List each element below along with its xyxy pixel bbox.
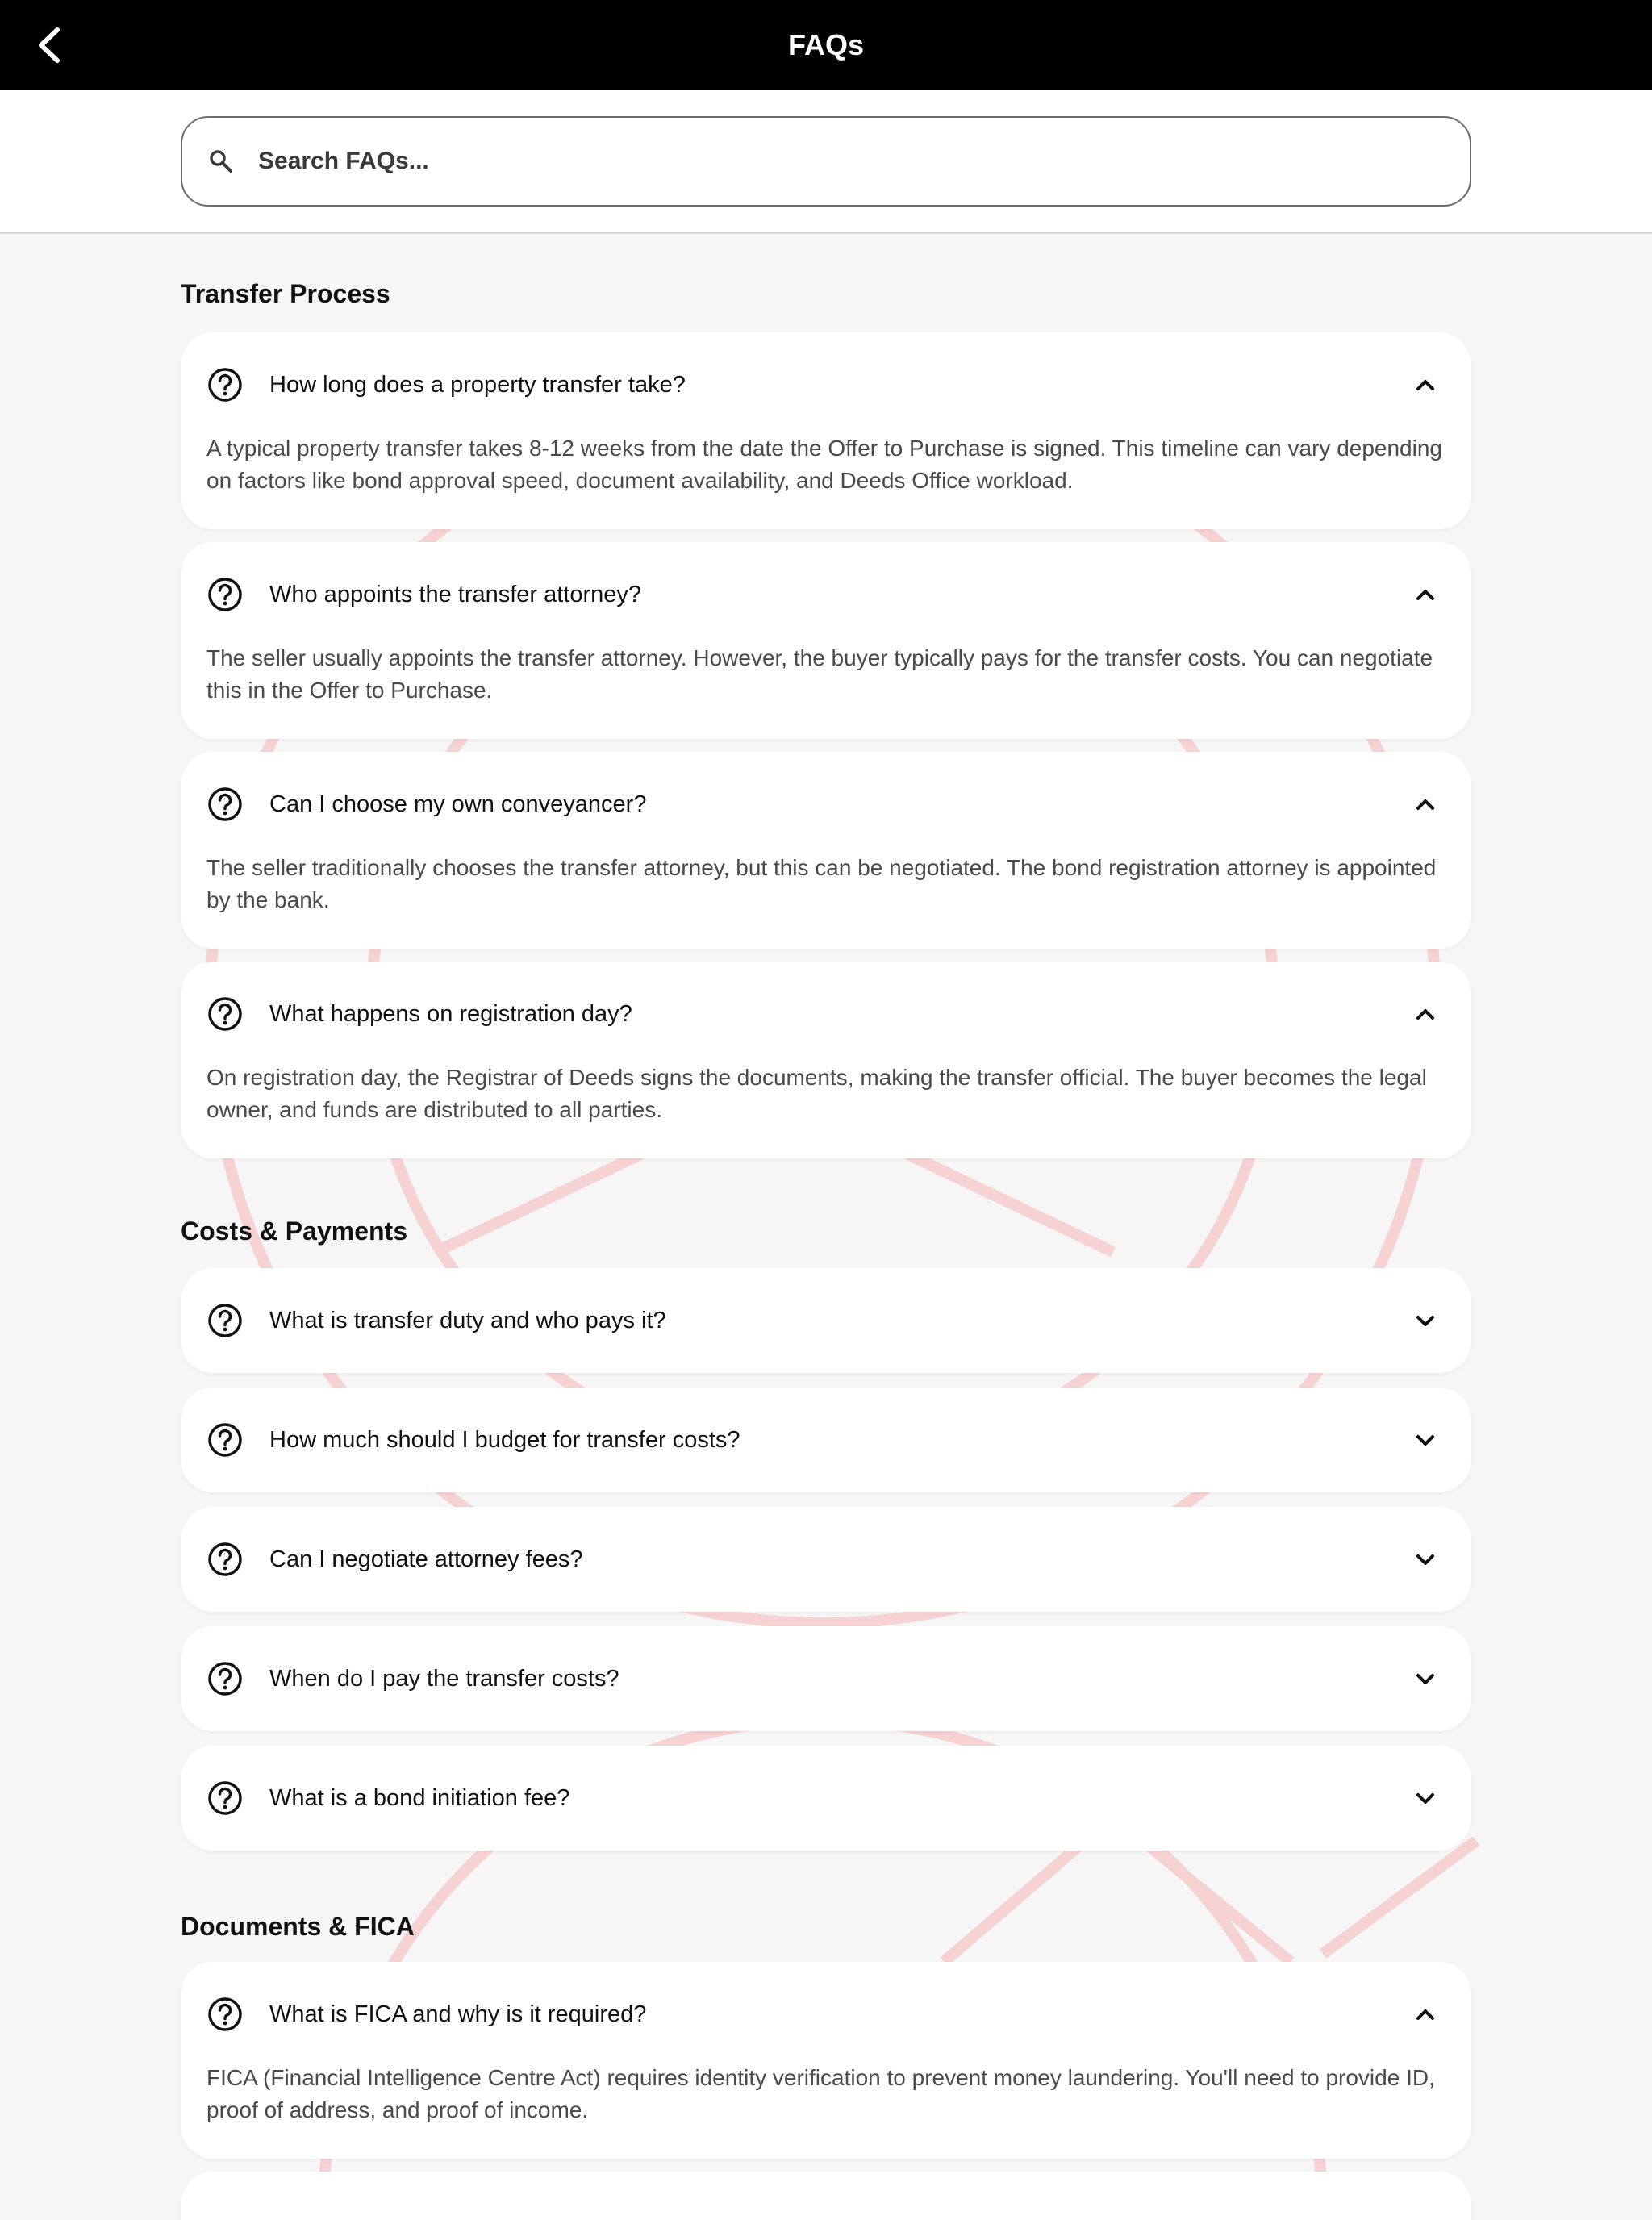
help-circle-icon xyxy=(206,1421,244,1458)
faq-answer: A typical property transfer takes 8-12 weeks from the date the Offer to Purchase is signed. This timeline can vary depending on factors like bond approval speed, document availability, and Deeds Office workload. xyxy=(206,436,1442,493)
chevron-up-icon xyxy=(1412,371,1439,399)
search-box[interactable] xyxy=(181,116,1471,207)
section-title-documents-fica: Documents & FICA xyxy=(181,1912,415,1941)
chevron-down-icon xyxy=(1412,1307,1439,1334)
help-circle-icon xyxy=(206,1780,244,1817)
help-circle-icon xyxy=(206,1996,244,2033)
back-button[interactable] xyxy=(24,21,73,69)
section-title-costs-payments: Costs & Payments xyxy=(181,1216,407,1246)
chevron-up-icon xyxy=(1412,791,1439,818)
faq-question-toggle[interactable] xyxy=(181,1626,1471,1731)
help-circle-icon xyxy=(206,1302,244,1339)
faq-question-toggle[interactable] xyxy=(181,1268,1471,1373)
search-input[interactable] xyxy=(258,148,1470,175)
faq-item xyxy=(181,1746,1471,1851)
faq-question-toggle[interactable] xyxy=(181,1507,1471,1612)
faq-question-toggle[interactable] xyxy=(181,332,1471,437)
faq-question-toggle[interactable] xyxy=(181,1746,1471,1851)
faq-question-toggle[interactable] xyxy=(181,962,1471,1066)
chevron-up-icon xyxy=(1412,2001,1439,2028)
faq-question: Can I choose my own conveyancer? xyxy=(269,791,647,817)
faq-item xyxy=(181,962,1471,1158)
faq-question: Can I negotiate attorney fees? xyxy=(269,1546,583,1572)
faq-item xyxy=(181,332,1471,529)
faq-item xyxy=(181,1962,1471,2159)
faq-question: When do I pay the transfer costs? xyxy=(269,1665,620,1692)
faq-answer: The seller usually appoints the transfer attorney. However, the buyer typically pays for the transfer costs. You can negotiate this in the Offer to Purchase. xyxy=(206,645,1433,703)
help-circle-icon xyxy=(206,1660,244,1697)
faq-item xyxy=(181,542,1471,739)
faq-question-toggle[interactable] xyxy=(181,542,1471,647)
faq-item xyxy=(181,1388,1471,1492)
faq-question: How long does a property transfer take? xyxy=(269,371,686,398)
faq-item xyxy=(181,1268,1471,1373)
page-title: FAQs xyxy=(787,28,865,61)
section-title-transfer-process: Transfer Process xyxy=(181,279,390,308)
faq-item xyxy=(181,1626,1471,1731)
search-bar-container xyxy=(0,90,1652,234)
search-icon xyxy=(208,148,234,174)
chevron-down-icon xyxy=(1412,1784,1439,1812)
faq-question: What is a bond initiation fee? xyxy=(269,1784,570,1811)
help-circle-icon xyxy=(206,995,244,1033)
faq-item xyxy=(181,1507,1471,1612)
help-circle-icon xyxy=(206,576,244,613)
chevron-down-icon xyxy=(1412,1546,1439,1573)
faq-question-toggle[interactable] xyxy=(181,752,1471,857)
faq-question-toggle[interactable] xyxy=(181,1962,1471,2067)
faq-answer: FICA (Financial Intelligence Centre Act) requires identity verification to prevent money laundering. You'll need to provide ID, proof of address, and proof of income. xyxy=(206,2065,1435,2122)
faq-question-toggle[interactable] xyxy=(181,1388,1471,1492)
faq-item xyxy=(181,752,1471,949)
chevron-up-icon xyxy=(1412,1000,1439,1028)
chevron-down-icon xyxy=(1412,1426,1439,1454)
help-circle-icon xyxy=(206,786,244,823)
top-app-bar xyxy=(0,0,1652,90)
faq-answer: The seller traditionally chooses the transfer attorney, but this can be negotiated. The bond registration attorney is appointed by the bank. xyxy=(206,855,1437,912)
chevron-down-icon xyxy=(1412,1665,1439,1692)
help-circle-icon xyxy=(206,1541,244,1578)
help-circle-icon xyxy=(206,366,244,403)
faq-question: What happens on registration day? xyxy=(269,1000,632,1027)
chevron-up-icon xyxy=(1412,581,1439,608)
faq-item[interactable] xyxy=(181,2172,1471,2220)
faq-answer: On registration day, the Registrar of Deeds signs the documents, making the transfer official. The buyer becomes the legal owner, and funds are distributed to all parties. xyxy=(206,1065,1427,1122)
faq-question: What is FICA and why is it required? xyxy=(269,2001,647,2027)
faq-question: Who appoints the transfer attorney? xyxy=(269,581,642,607)
faq-question: What is transfer duty and who pays it? xyxy=(269,1307,666,1333)
faq-question: How much should I budget for transfer costs? xyxy=(269,1426,740,1453)
chevron-left-icon xyxy=(35,27,62,64)
